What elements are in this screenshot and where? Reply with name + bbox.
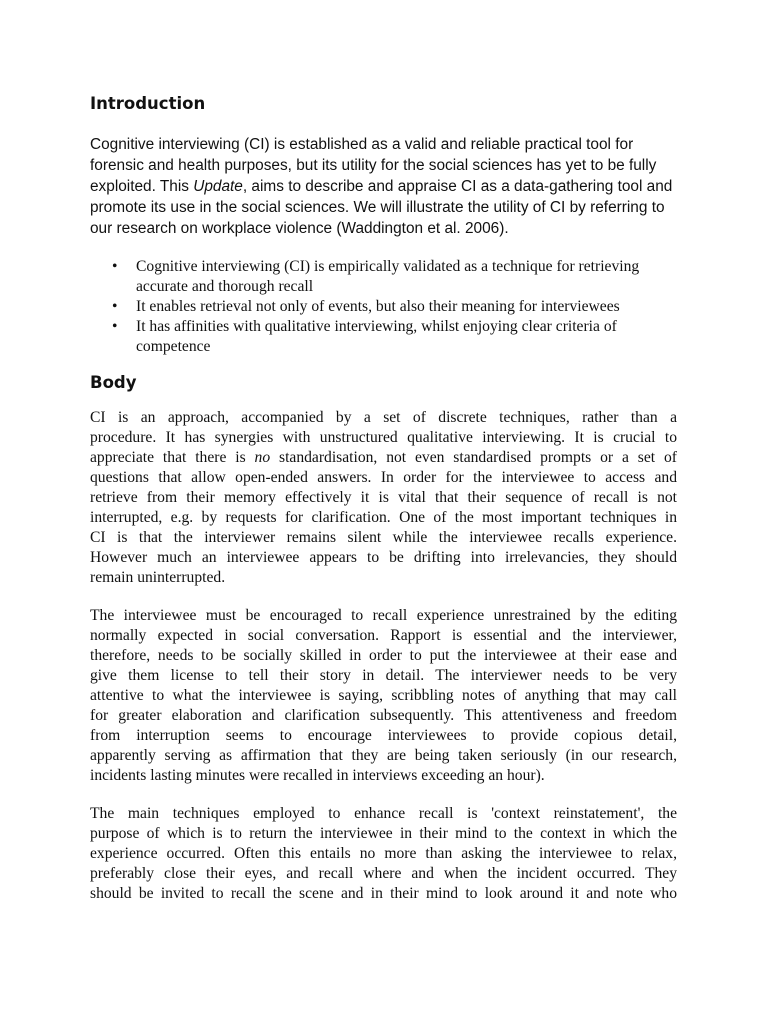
body-paragraph-1 (90, 408, 677, 588)
text-line: The interviewee must be encouraged to recall experience unrestrained by the editing (90, 607, 677, 624)
text-line: from interruption seems to encourage interviewees to provide copious detail, (90, 727, 677, 744)
text-emphasis: no (254, 449, 271, 466)
text-line: CI is an approach, accompanied by a set of discrete techniques, rather than a (90, 409, 677, 426)
text-line (90, 448, 677, 468)
list-item (90, 317, 677, 357)
text-line: questions that allow open-ended answers. In order for the interviewee to access and (90, 469, 677, 486)
body-heading: Body (90, 373, 137, 392)
introduction-heading: Introduction (90, 94, 206, 113)
text-segment: standardisation, not even standardised prompts or a set of (270, 449, 677, 466)
body-paragraph-3 (90, 804, 677, 904)
text-line: The main techniques employed to enhance recall is 'context reinstatement', the (90, 805, 677, 822)
bullet-icon: • (112, 258, 118, 275)
text-line: remain uninterrupted. (90, 569, 226, 586)
body-paragraph-2 (90, 606, 677, 786)
intro-text-part-2: , aims to describe and appraise CI as a data-gathering tool and promote its use in the social sciences. We will illustrate the utility of CI by referring to our research on workplace violence (Waddington et al. 2006). (90, 178, 673, 237)
text-line: for greater elaboration and clarification subsequently. This attentiveness and freedom (90, 707, 677, 724)
list-item (90, 257, 677, 297)
text-line: attentive to what the interviewee is saying, scribbling notes of anything that may call (90, 687, 677, 704)
text-line: However much an interviewee appears to be drifting into irrelevancies, they should (90, 549, 677, 566)
bullet-text: It has affinities with qualitative interviewing, whilst enjoying clear criteria of competence (136, 318, 617, 355)
text-line: therefore, needs to be socially skilled in order to put the interviewee at their ease and (90, 647, 677, 664)
bullet-icon: • (112, 298, 118, 315)
bullet-text: Cognitive interviewing (CI) is empirically validated as a technique for retrieving accurate and thorough recall (136, 258, 640, 295)
text-line: should be invited to recall the scene and in their mind to look around it and note who (90, 885, 677, 902)
summary-bullet-list (90, 257, 677, 357)
introduction-paragraph (90, 134, 677, 239)
document-page (90, 92, 677, 922)
text-line: interrupted, e.g. by requests for clarification. One of the most important techniques in (90, 509, 677, 526)
text-line: preferably close their eyes, and recall where and when the incident occurred. They (90, 865, 677, 882)
text-line: purpose of which is to return the interviewee in their mind to the context in which the (90, 825, 677, 842)
intro-text-emphasis: Update (193, 178, 243, 195)
intro-text-part-1: Cognitive interviewing (CI) is established as a valid and reliable practical tool for forensic and health purposes, but its utility for the social sciences has yet to be fully exploited. This (90, 136, 657, 195)
bullet-icon: • (112, 318, 118, 335)
text-line: apparently serving as affirmation that they are being taken seriously (in our research, (90, 747, 677, 764)
list-item (90, 297, 677, 317)
text-segment: appreciate that there is (90, 449, 255, 466)
text-line: retrieve from their memory effectively it is vital that their sequence of recall is not (90, 489, 677, 506)
bullet-text: It enables retrieval not only of events, but also their meaning for interviewees (136, 298, 620, 315)
text-line: incidents lasting minutes were recalled in interviews exceeding an hour). (90, 767, 545, 784)
text-line: experience occurred. Often this entails no more than asking the interviewee to relax, (90, 845, 677, 862)
text-line: procedure. It has synergies with unstructured qualitative interviewing. It is crucial to (90, 429, 677, 446)
text-line: give them license to tell their story in detail. The interviewer needs to be very (90, 667, 677, 684)
text-line: CI is that the interviewer remains silent while the interviewee recalls experience. (90, 529, 677, 546)
text-line: normally expected in social conversation. Rapport is essential and the interviewer, (90, 627, 677, 644)
